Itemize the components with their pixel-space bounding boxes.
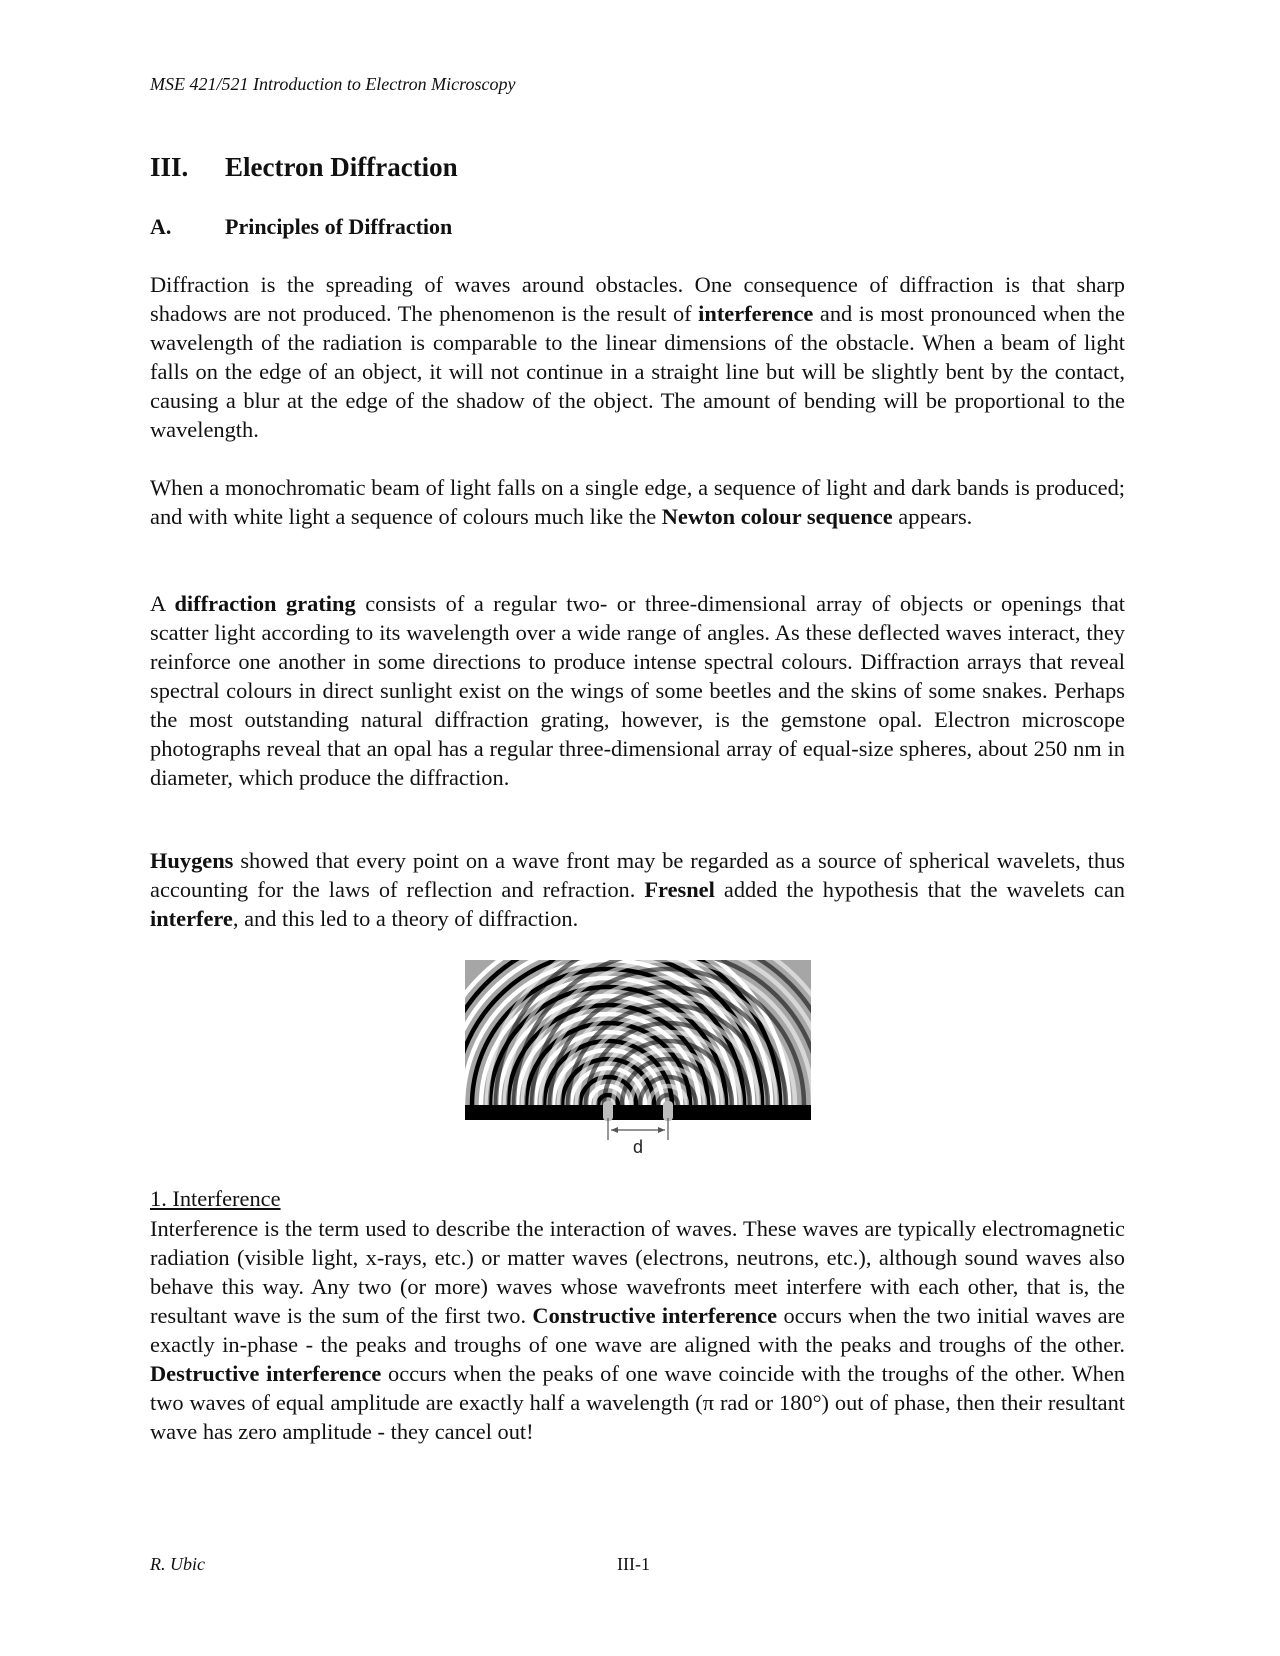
text-run: When a monochromatic beam of light falls on a single edge, a sequence of light and dark bands is produced; and with white light a sequence of colours much like the [150, 475, 1125, 529]
text-run: , and this led to a theory of diffraction. [232, 906, 579, 931]
arrowhead-right-icon [658, 1127, 665, 1133]
text-run: occurs when the two initial waves are exactly in-phase - the peaks and troughs of one wave are aligned with the peaks and troughs of the other. [150, 1303, 1125, 1357]
bold-term: Huygens [150, 848, 234, 873]
text-run: showed that every point on a wave front may be regarded as a source of spherical wavelets, thus accounting for the laws of reflection and refraction. [150, 848, 1125, 902]
bold-term: Newton colour sequence [661, 504, 893, 529]
text-run: consists of a regular two- or three-dimensional array of objects or openings that scatter light according to its wavelength over a wide range of angles. As these deflected waves interact, they reinforce one another in some directions to produce intense spectral colours. Diffraction arrays that reveal spectral colours in direct sunlight exist on the wings of some beetles and the skins of some snakes. Perhaps the most outstanding natural diffraction grating, however, is the gemstone opal. Electron microscope photographs reveal that an opal has a regular three-dimensional array of equal-size spheres, about 250 nm in diameter, which produce the diffraction. [150, 591, 1125, 790]
text-run: added the hypothesis that the wavelets can [714, 877, 1125, 902]
subsection-heading: 1. Interference [150, 1186, 281, 1211]
bold-term: interfere [150, 906, 233, 931]
text-run: Diffraction is the spreading of waves around obstacles. One consequence of diffraction is that sharp shadows are not produced. The phenomenon is the result of [150, 272, 1125, 326]
paragraph-diffraction-grating [150, 589, 1125, 792]
wave-interference-diagram [465, 960, 811, 1156]
chapter-title [150, 152, 458, 183]
bold-term: Destructive interference [150, 1361, 382, 1386]
section-number: A. [150, 214, 172, 239]
text-run: Interference is the term used to describe the interaction of waves. These waves are typically electromagnetic radiation (visible light, x-rays, etc.) or matter waves (electrons, neutrons, etc.), although sound waves also behave this way. Any two (or more) waves whose wavefronts meet interfere with each other, that is, the resultant wave is the sum of the first two. [150, 1216, 1125, 1328]
text-run: occurs when the peaks of one wave coincide with the troughs of the other. When two waves of equal amplitude are exactly half a wavelength (π rad or 180°) out of phase, then their resultant wave has zero amplitude - they cancel out! [150, 1361, 1126, 1444]
paragraph-diffraction-definition [150, 270, 1125, 444]
section-title-text: Principles of Diffraction [225, 214, 453, 239]
barrier [465, 1105, 811, 1120]
paragraph-huygens-fresnel [150, 846, 1125, 933]
text-run: and is most pronounced when the wavelength of the radiation is comparable to the linear dimensions of the obstacle. When a beam of light falls on the edge of an object, it will not continue in a straight line but will be slightly bent by the contact, causing a blur at the edge of the shadow of the object. The amount of bending will be proportional to the wavelength. [150, 301, 1125, 442]
paragraph-monochromatic-beam [150, 473, 1125, 531]
double-slit-interference-figure [465, 960, 811, 1156]
bold-term: Fresnel [644, 877, 715, 902]
paragraph-interference [150, 1214, 1125, 1446]
footer-author: R. Ubic [150, 1554, 205, 1574]
chapter-title-text: Electron Diffraction [225, 152, 458, 182]
bold-term: Constructive interference [532, 1303, 778, 1328]
slit-spacing-label: d [632, 1137, 644, 1156]
chapter-number: III. [150, 152, 189, 182]
footer-page-number: III-1 [617, 1554, 650, 1574]
arrowhead-left-icon [611, 1127, 618, 1133]
page-header: MSE 421/521 Introduction to Electron Microscopy [150, 74, 516, 94]
bold-term: interference [698, 301, 814, 326]
section-title [150, 214, 452, 240]
text-run: appears. [892, 504, 973, 529]
bold-term: diffraction grating [174, 591, 356, 616]
text-run: A [150, 591, 175, 616]
